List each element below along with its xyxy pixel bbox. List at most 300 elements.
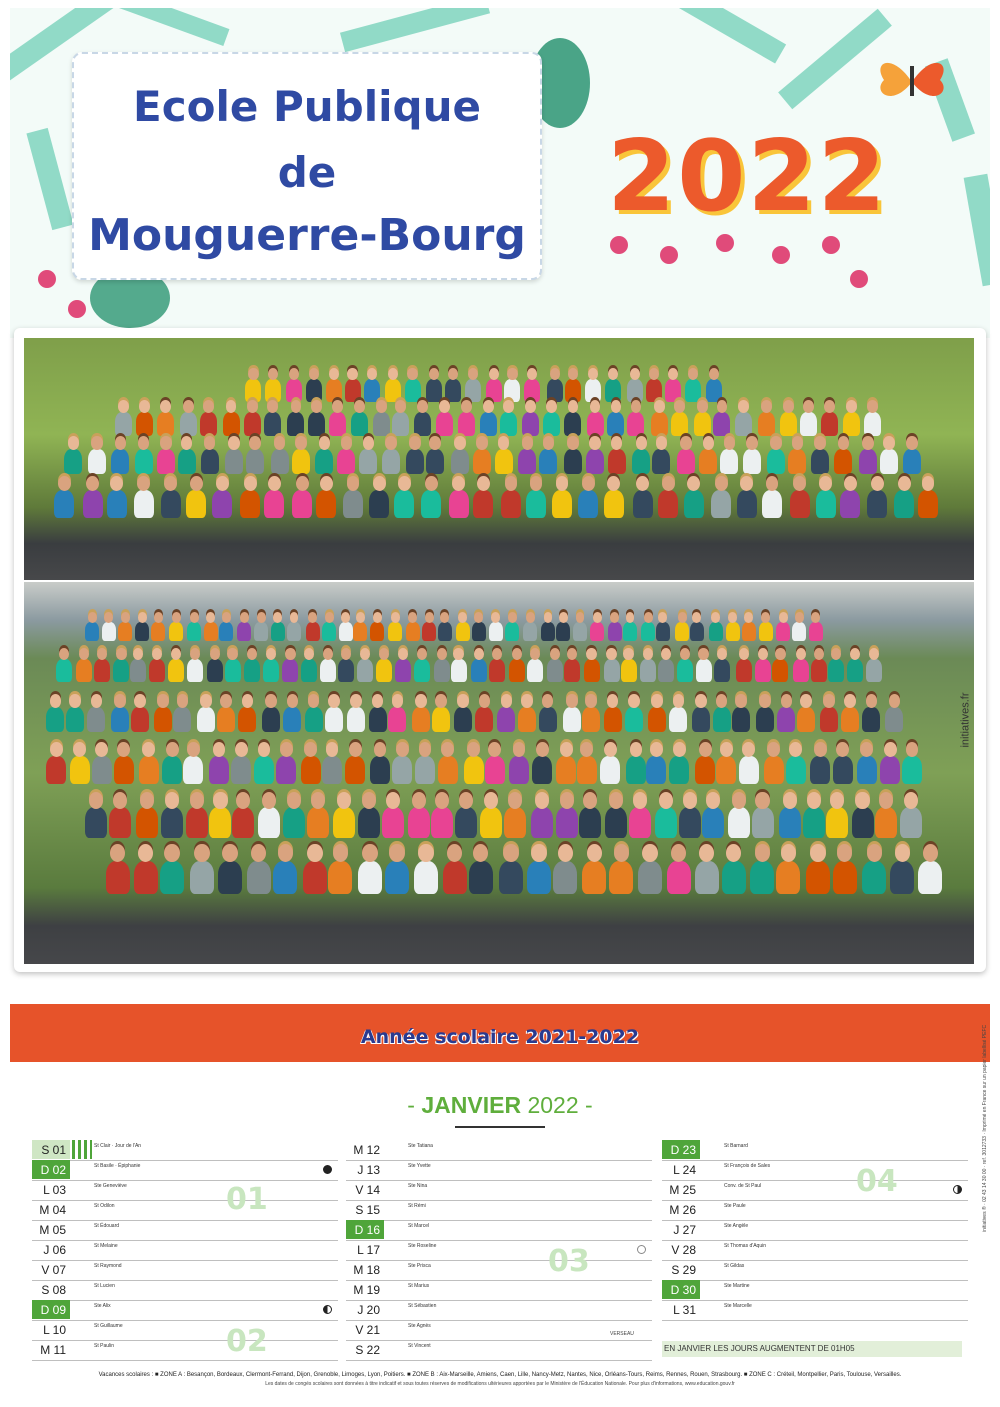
child-figure <box>449 490 469 518</box>
child-head <box>866 694 878 708</box>
child-figure <box>56 659 72 681</box>
day-label: L 31 <box>673 1303 696 1317</box>
full-moon-icon <box>637 1245 646 1254</box>
child-head <box>376 400 387 413</box>
school-year-label: Année scolaire 2021-2022 <box>360 1026 640 1048</box>
child-figure <box>648 707 666 732</box>
child-figure <box>64 449 82 474</box>
child-head <box>113 792 127 809</box>
child-head <box>796 648 806 660</box>
child-figure <box>83 490 103 518</box>
last-quarter-moon-icon <box>953 1185 962 1194</box>
child-head <box>91 436 103 450</box>
month-underline <box>455 1126 545 1128</box>
child-head <box>244 476 257 491</box>
day-row <box>346 1260 652 1281</box>
child-figure <box>885 707 903 732</box>
child-head <box>89 792 103 809</box>
child-figure <box>54 490 74 518</box>
child-head <box>862 436 874 450</box>
child-figure <box>306 622 320 642</box>
child-head <box>544 612 553 623</box>
child-figure <box>685 379 701 401</box>
child-figure <box>161 807 183 838</box>
child-head <box>489 368 499 380</box>
child-figure <box>263 659 279 681</box>
child-head <box>633 792 647 809</box>
flower-icon <box>68 300 86 318</box>
child-head <box>642 844 657 862</box>
child-head <box>154 612 163 623</box>
day-label: L 24 <box>673 1163 696 1177</box>
child-figure <box>665 379 681 401</box>
child-figure <box>370 756 390 784</box>
child-figure <box>209 756 229 784</box>
child-figure <box>821 412 838 436</box>
child-head <box>265 694 277 708</box>
child-head <box>222 612 231 623</box>
child-figure <box>168 659 184 681</box>
child-head <box>454 436 466 450</box>
flower-icon <box>716 234 734 252</box>
child-figure <box>392 412 409 436</box>
child-figure <box>286 379 302 401</box>
child-figure <box>505 622 519 642</box>
child-figure <box>736 659 752 681</box>
child-head <box>235 742 248 757</box>
child-figure <box>345 379 361 401</box>
child-head <box>814 436 826 450</box>
child-head <box>484 792 498 809</box>
child-figure <box>847 659 863 681</box>
child-head <box>166 742 179 757</box>
child-figure <box>489 659 505 681</box>
child-figure <box>880 449 898 474</box>
child-head <box>636 436 648 450</box>
day-row <box>32 1320 338 1341</box>
saint-name: Ste Alix <box>94 1303 111 1309</box>
child-figure <box>287 622 301 642</box>
child-figure <box>473 490 493 518</box>
child-figure <box>713 707 731 732</box>
child-head <box>164 844 179 862</box>
child-figure <box>834 449 852 474</box>
day-row <box>32 1140 338 1161</box>
child-head <box>287 694 299 708</box>
child-head <box>222 844 237 862</box>
child-head <box>673 742 686 757</box>
child-head <box>68 436 80 450</box>
child-figure <box>240 490 260 518</box>
child-head <box>266 648 276 660</box>
child-figure <box>376 659 392 681</box>
child-figure <box>527 861 551 895</box>
child-figure <box>852 807 874 838</box>
class-photo-bottom <box>24 582 974 964</box>
child-figure <box>790 490 810 518</box>
child-head <box>527 368 537 380</box>
child-head <box>396 742 409 757</box>
child-head <box>362 792 376 809</box>
child-head <box>152 648 162 660</box>
child-head <box>643 648 653 660</box>
child-figure <box>469 861 493 895</box>
day-row <box>346 1320 652 1341</box>
day-row <box>346 1200 652 1221</box>
child-figure <box>445 379 461 401</box>
child-figure <box>369 707 387 732</box>
day-label: D 09 <box>32 1300 70 1319</box>
week-number: 03 <box>548 1244 590 1279</box>
child-figure <box>776 861 800 895</box>
child-figure <box>543 412 560 436</box>
child-figure <box>283 807 305 838</box>
saint-name: Ste Yvette <box>408 1163 431 1169</box>
child-figure <box>641 622 655 642</box>
child-figure <box>395 659 411 681</box>
child-figure <box>669 756 689 784</box>
child-figure <box>671 412 688 436</box>
child-figure <box>204 622 218 642</box>
child-head <box>172 612 181 623</box>
child-figure <box>131 707 149 732</box>
child-figure <box>584 659 600 681</box>
child-figure <box>46 756 66 784</box>
child-figure <box>762 490 782 518</box>
child-head <box>889 694 901 708</box>
child-head <box>628 694 640 708</box>
child-figure <box>207 659 223 681</box>
child-head <box>116 648 126 660</box>
day-label: M 11 <box>40 1343 66 1357</box>
child-figure <box>183 756 203 784</box>
child-head <box>138 844 153 862</box>
child-figure <box>816 490 836 518</box>
child-head <box>525 400 536 413</box>
child-head <box>716 694 728 708</box>
child-head <box>698 648 708 660</box>
child-head <box>726 844 741 862</box>
child-figure <box>328 861 352 895</box>
child-figure <box>325 707 343 732</box>
child-figure <box>254 622 268 642</box>
child-head <box>190 792 204 809</box>
child-figure <box>190 861 214 895</box>
child-head <box>662 476 675 491</box>
child-figure <box>66 707 84 732</box>
saint-name: St Marcel <box>408 1223 430 1229</box>
child-head <box>922 476 935 491</box>
child-figure <box>779 807 801 838</box>
child-figure <box>232 807 254 838</box>
child-figure <box>669 707 687 732</box>
child-figure <box>577 756 597 784</box>
child-head <box>711 612 720 623</box>
child-head <box>311 400 322 413</box>
child-head <box>247 400 258 413</box>
day-label: D 30 <box>662 1280 700 1299</box>
child-head <box>389 844 404 862</box>
child-figure <box>646 756 666 784</box>
child-head <box>503 844 518 862</box>
child-head <box>308 694 320 708</box>
flower-icon <box>822 236 840 254</box>
child-head <box>409 436 421 450</box>
child-figure <box>303 861 327 895</box>
child-head <box>458 612 467 623</box>
child-figure <box>677 449 695 474</box>
child-figure <box>677 659 693 681</box>
child-head <box>304 742 317 757</box>
child-figure <box>859 449 877 474</box>
child-figure <box>797 707 815 732</box>
saint-name: St Thomas d'Aquin <box>724 1243 766 1249</box>
day-label: M 19 <box>353 1283 380 1297</box>
child-figure <box>46 707 64 732</box>
child-head <box>474 648 484 660</box>
child-head <box>373 476 386 491</box>
child-head <box>347 476 360 491</box>
child-figure <box>585 379 601 401</box>
child-figure <box>623 622 637 642</box>
child-figure <box>247 861 271 895</box>
saint-name: St Vincent <box>408 1343 431 1349</box>
child-figure <box>426 379 442 401</box>
child-head <box>810 844 825 862</box>
child-head <box>844 476 857 491</box>
child-head <box>142 742 155 757</box>
child-head <box>869 648 879 660</box>
child-figure <box>106 861 130 895</box>
child-figure <box>764 756 784 784</box>
child-figure <box>509 756 529 784</box>
child-figure <box>432 707 450 732</box>
child-figure <box>811 659 827 681</box>
child-figure <box>244 659 260 681</box>
child-head <box>609 792 623 809</box>
child-head <box>589 436 601 450</box>
child-head <box>687 476 700 491</box>
child-figure <box>894 490 914 518</box>
child-figure <box>392 756 412 784</box>
child-head <box>550 648 560 660</box>
child-figure <box>187 659 203 681</box>
day-row <box>662 1200 968 1221</box>
child-head <box>332 400 343 413</box>
child-figure <box>209 807 231 838</box>
child-head <box>630 742 643 757</box>
day-label: S 08 <box>41 1283 66 1297</box>
child-head <box>567 648 577 660</box>
child-figure <box>308 412 325 436</box>
child-figure <box>443 861 467 895</box>
child-figure <box>652 449 670 474</box>
child-figure <box>742 622 756 642</box>
child-head <box>267 400 278 413</box>
day-label: M 12 <box>353 1143 380 1157</box>
child-head <box>884 742 897 757</box>
child-head <box>505 476 518 491</box>
child-figure <box>465 379 481 401</box>
child-figure <box>217 707 235 732</box>
child-figure <box>451 659 467 681</box>
child-figure <box>633 490 653 518</box>
child-head <box>242 694 254 708</box>
child-figure <box>522 412 539 436</box>
child-figure <box>786 756 806 784</box>
child-figure <box>706 379 722 401</box>
child-head <box>118 400 129 413</box>
child-head <box>287 792 301 809</box>
day-label: M 18 <box>353 1263 380 1277</box>
child-head <box>137 476 150 491</box>
child-head <box>110 476 123 491</box>
child-figure <box>713 412 730 436</box>
leaf-decoration <box>964 174 990 286</box>
child-figure <box>85 807 107 838</box>
child-head <box>793 476 806 491</box>
child-figure <box>388 707 406 732</box>
child-head <box>419 742 432 757</box>
child-figure <box>139 756 159 784</box>
child-figure <box>351 412 368 436</box>
child-figure <box>547 659 563 681</box>
child-figure <box>526 490 546 518</box>
child-figure <box>862 861 886 895</box>
child-figure <box>292 449 310 474</box>
child-figure <box>658 659 674 681</box>
child-head <box>190 612 199 623</box>
child-figure <box>178 449 196 474</box>
child-head <box>898 476 911 491</box>
saint-name: Conv. de St Paul <box>724 1183 762 1189</box>
child-head <box>367 368 377 380</box>
child-figure <box>388 622 402 642</box>
child-figure <box>800 412 817 436</box>
child-head <box>526 612 535 623</box>
child-head <box>360 648 370 660</box>
child-head <box>372 694 384 708</box>
child-head <box>468 368 478 380</box>
child-head <box>530 476 543 491</box>
child-head <box>867 844 882 862</box>
child-head <box>692 612 701 623</box>
child-head <box>501 694 513 708</box>
child-figure <box>902 756 922 784</box>
day-label: L 10 <box>43 1323 66 1337</box>
school-name-line1: Ecole Publique <box>133 82 481 131</box>
child-head <box>187 742 200 757</box>
child-head <box>134 694 146 708</box>
day-row <box>32 1260 338 1281</box>
child-figure <box>333 807 355 838</box>
child-figure <box>651 412 668 436</box>
child-figure <box>254 756 274 784</box>
child-head <box>836 742 849 757</box>
child-figure <box>219 622 233 642</box>
child-head <box>104 612 113 623</box>
saint-name: St Barnard <box>724 1143 748 1149</box>
child-figure <box>111 707 129 732</box>
day-label: D 23 <box>662 1140 700 1159</box>
child-head <box>278 844 293 862</box>
saint-name: St Paulin <box>94 1343 115 1349</box>
child-figure <box>758 412 775 436</box>
child-figure <box>422 622 436 642</box>
child-figure <box>702 807 724 838</box>
child-head <box>717 400 728 413</box>
child-figure <box>414 861 438 895</box>
child-head <box>291 400 302 413</box>
flower-icon <box>38 270 56 288</box>
child-head <box>341 648 351 660</box>
child-head <box>668 368 678 380</box>
child-figure <box>692 707 710 732</box>
child-figure <box>134 861 158 895</box>
child-head <box>508 612 517 623</box>
child-figure <box>518 707 536 732</box>
child-head <box>362 844 377 862</box>
child-head <box>792 436 804 450</box>
leaf-decoration <box>340 8 490 52</box>
child-figure <box>472 622 486 642</box>
child-head <box>586 648 596 660</box>
child-figure <box>714 659 730 681</box>
child-head <box>844 694 856 708</box>
child-figure <box>271 622 285 642</box>
child-figure <box>414 412 431 436</box>
child-head <box>508 792 522 809</box>
child-head <box>117 742 130 757</box>
child-figure <box>162 756 182 784</box>
flower-icon <box>660 246 678 264</box>
child-head <box>795 612 804 623</box>
saint-name: Ste Angèle <box>724 1223 749 1229</box>
child-figure <box>431 807 453 838</box>
child-head <box>415 694 427 708</box>
child-head <box>97 648 107 660</box>
child-head <box>392 694 404 708</box>
month-year: 2022 <box>527 1092 579 1118</box>
child-head <box>610 612 619 623</box>
child-figure <box>364 379 380 401</box>
child-figure <box>743 449 761 474</box>
child-figure <box>604 707 622 732</box>
child-figure <box>875 807 897 838</box>
child-figure <box>504 807 526 838</box>
child-head <box>157 694 169 708</box>
child-figure <box>627 379 643 401</box>
child-figure <box>130 659 146 681</box>
child-figure <box>556 622 570 642</box>
child-head <box>651 694 663 708</box>
child-head <box>636 476 649 491</box>
day-row <box>662 1300 968 1321</box>
child-figure <box>726 622 740 642</box>
child-figure <box>826 807 848 838</box>
child-figure <box>737 490 757 518</box>
child-head <box>447 844 462 862</box>
child-figure <box>359 449 377 474</box>
child-head <box>739 648 749 660</box>
child-head <box>91 694 103 708</box>
child-figure <box>107 490 127 518</box>
saint-name: Ste Paule <box>724 1203 746 1209</box>
child-head <box>240 612 249 623</box>
child-figure <box>316 490 336 518</box>
child-figure <box>578 490 598 518</box>
child-figure <box>262 707 280 732</box>
